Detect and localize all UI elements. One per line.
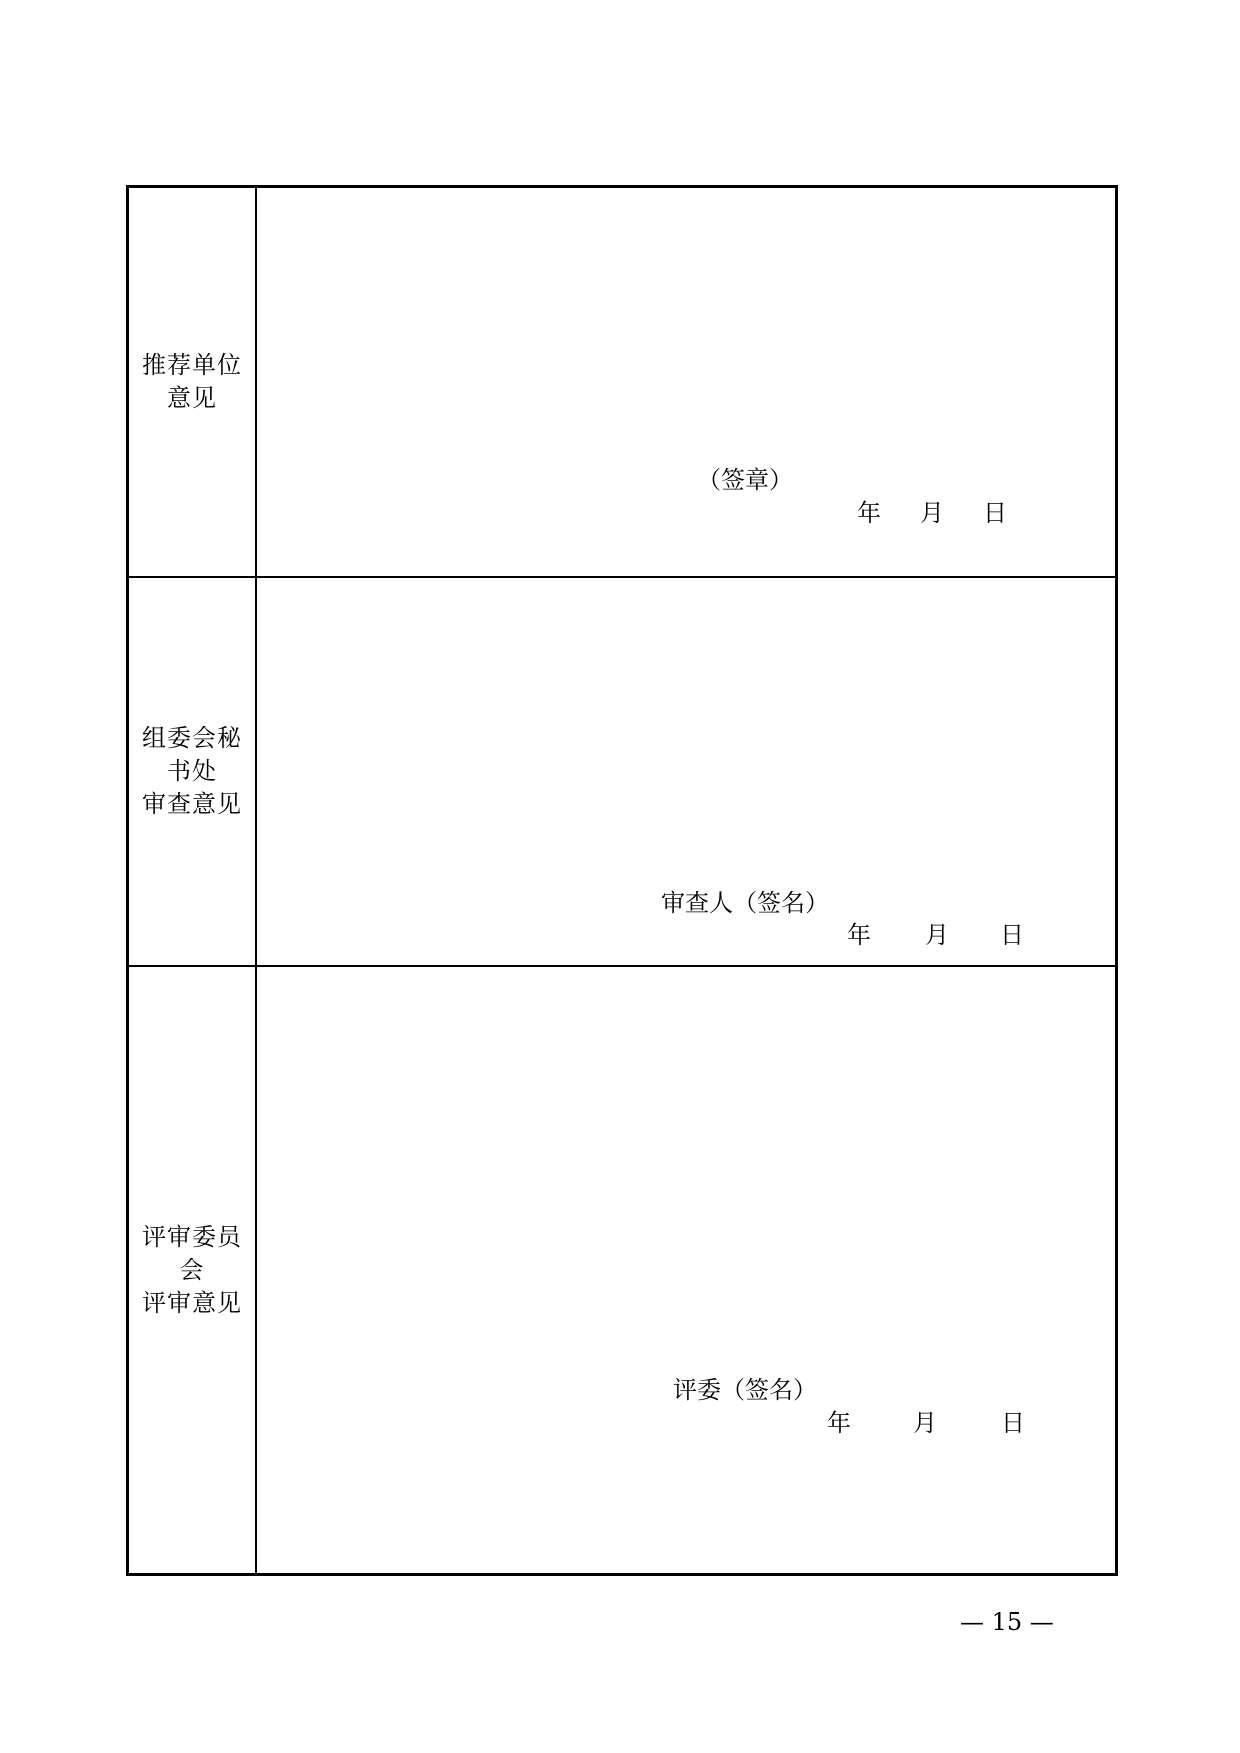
row-recommending-unit xyxy=(129,188,1115,578)
row-secretariat-review xyxy=(129,578,1115,967)
label-cell xyxy=(129,578,257,965)
label-cell xyxy=(129,967,257,1573)
date-day: 日 xyxy=(983,499,1007,527)
signature-label: 审查人（签名） xyxy=(661,889,829,917)
opinion-field[interactable] xyxy=(257,578,1115,965)
date-month: 月 xyxy=(913,1409,937,1437)
opinion-form-table xyxy=(126,185,1118,1576)
opinion-field[interactable] xyxy=(257,188,1115,576)
row-label-line: 书处 xyxy=(167,757,217,785)
date-month: 月 xyxy=(925,921,949,949)
row-label-line: 评审意见 xyxy=(142,1288,242,1317)
date-year: 年 xyxy=(847,921,871,949)
page-number: — 15 — xyxy=(960,1608,1054,1636)
date-year: 年 xyxy=(857,499,881,527)
row-label-line: 审查意见 xyxy=(142,790,242,818)
date-day: 日 xyxy=(1000,921,1024,949)
row-label xyxy=(137,722,247,821)
signature-label: 评委（签名） xyxy=(673,1376,817,1404)
date-month: 月 xyxy=(920,499,944,527)
row-label xyxy=(137,349,247,415)
row-review-committee xyxy=(129,967,1115,1573)
row-label xyxy=(137,1221,247,1320)
row-label-line: 组委会秘 xyxy=(142,724,242,752)
signature-label: （签章） xyxy=(697,466,793,494)
opinion-field[interactable] xyxy=(257,967,1115,1573)
row-label-line: 会 xyxy=(179,1255,205,1284)
row-label-line: 意见 xyxy=(167,384,217,412)
date-day: 日 xyxy=(1001,1409,1025,1437)
date-year: 年 xyxy=(827,1409,851,1437)
row-label-line: 评审委员 xyxy=(142,1222,242,1251)
row-label-line: 推荐单位 xyxy=(142,351,242,379)
label-cell xyxy=(129,188,257,576)
